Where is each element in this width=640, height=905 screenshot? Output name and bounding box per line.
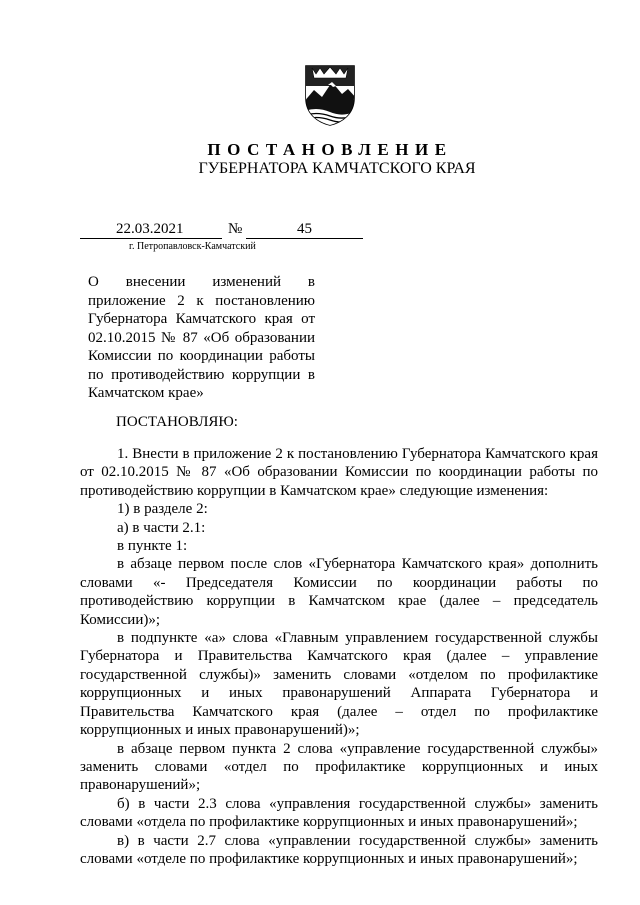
number-label: № [228, 221, 243, 237]
document-title: ПОСТАНОВЛЕНИЕ [207, 140, 453, 159]
paragraph: б) в части 2.3 слова «управления государственной службы» заменить словами «отдела по профилактике коррупционных и иных правонарушений»; [80, 795, 598, 831]
paragraph: а) в части 2.1: [117, 519, 206, 536]
number-underline [246, 238, 363, 239]
paragraph: в пункте 1: [117, 538, 188, 555]
paragraph: в абзаце первом после слов «Губернатора Камчатского края» дополнить словами «- Председателя Комиссии по координации работы по противодействию коррупции в Камчатском крае (далее – председатель Комиссии)»; [80, 556, 598, 628]
paragraph: в) в части 2.7 слова «управлении государственной службы» заменить словами «отделе по профилактике коррупционных и иных правонарушений»; [80, 832, 598, 867]
paragraph: 1. Внести в приложение 2 к постановлению Губернатора Камчатского края от 02.10.2015 № 87 «Об образовании Комиссии по координации работы по противодействию коррупции в Камчатском крае» следующие изменения: [80, 446, 598, 499]
decree-word: ПОСТАНОВЛЯЮ: [116, 414, 238, 430]
date-underline [80, 238, 222, 239]
issuer-title: ГУБЕРНАТОРА КАМЧАТСКОГО КРАЯ [198, 160, 476, 177]
document-date: 22.03.2021 [116, 221, 184, 237]
paragraph: в абзаце первом пункта 2 слова «управление государственной службы» заменить словами «отдел по профилактике коррупционных и иных правонарушений»; [80, 740, 598, 794]
document-body [80, 445, 598, 868]
city-label: г. Петропавловск-Камчатский [129, 241, 256, 252]
kamchatka-coat-of-arms-icon [302, 64, 358, 126]
paragraph: в подпункте «а» слова «Главным управлением государственной службы Губернатора и Правительства Камчатского края (далее – управление государственной службы)» заменить словами «отделом по профилактике коррупционных и иных правонарушений Аппарата Губернатора и Правительства Камчатского края (далее – отдел по профилактике коррупционных и иных правонарушений)»; [80, 630, 598, 739]
paragraph: 1) в разделе 2: [117, 501, 208, 518]
document-number: 45 [297, 221, 312, 237]
document-subject: О внесении изменений в приложение 2 к постановлению Губернатора Камчатского края от 02.10.2015 № 87 «Об образовании Комиссии по координации работы по противодействию коррупции в Камчатском крае» [88, 274, 315, 401]
